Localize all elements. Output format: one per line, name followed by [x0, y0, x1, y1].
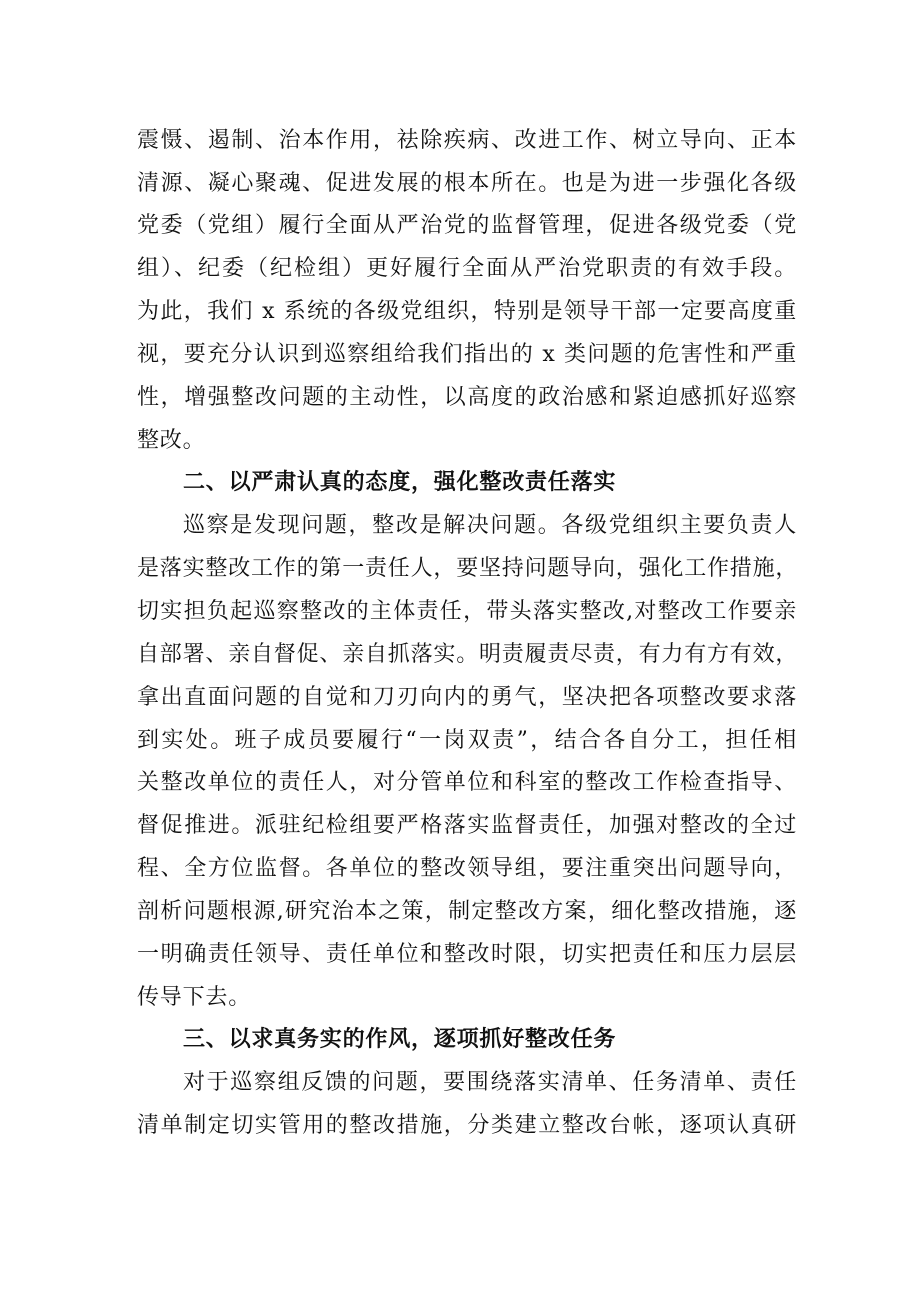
paragraph-3-line: 对于巡察组反馈的问题，要围绕落实清单、任务清单、责任 [183, 1070, 797, 1095]
paragraph-2-line: 是落实整改工作的第一责任人，要坚持问题导向，强化工作措施， [137, 556, 799, 581]
paragraph-1-line: 整改。 [137, 428, 206, 453]
paragraph-1-line: 震慑、遏制、治本作用，祛除疾病、改进工作、树立导向、正本 [137, 128, 797, 153]
paragraph-1-line: 视，要充分认识到巡察组给我们指出的 x 类问题的危害性和严重 [137, 342, 797, 367]
paragraph-2-line: 剖析问题根源,研究治本之策，制定整改方案，细化整改措施，逐 [137, 899, 797, 924]
paragraph-2-line: 一明确责任领导、责任单位和整改时限，切实把责任和压力层层 [137, 942, 797, 967]
paragraph-2-line: 巡察是发现问题，整改是解决问题。各级党组织主要负责人 [183, 513, 797, 538]
paragraph-1-line: 组）、纪委（纪检组）更好履行全面从严治党职责的有效手段。 [137, 256, 797, 281]
paragraph-3-line: 清单制定切实管用的整改措施，分类建立整改台帐，逐项认真研 [137, 1113, 797, 1138]
paragraph-2-line: 关整改单位的责任人，对分管单位和科室的整改工作检查指导、 [137, 770, 797, 795]
paragraph-1-line: 清源、凝心聚魂、促进发展的根本所在。也是为进一步强化各级 [137, 171, 797, 196]
section-heading-3: 三、以求真务实的作风，逐项抓好整改任务 [183, 1027, 617, 1052]
paragraph-1-line: 为此，我们 x 系统的各级党组织，特别是领导干部一定要高度重 [137, 299, 797, 324]
section-heading-2: 二、以严肃认真的态度，强化整改责任落实 [183, 470, 617, 495]
paragraph-2-line: 拿出直面问题的自觉和刀刃向内的勇气，坚决把各项整改要求落 [137, 685, 797, 710]
paragraph-2-line: 到实处。班子成员要履行“一岗双责”，结合各自分工，担任相 [137, 728, 797, 753]
paragraph-2-line: 督促推进。派驻纪检组要严格落实监督责任，加强对整改的全过 [137, 813, 797, 838]
paragraph-2-line: 传导下去。 [137, 985, 252, 1010]
paragraph-1-line: 性，增强整改问题的主动性，以高度的政治感和紧迫感抓好巡察 [137, 385, 797, 410]
paragraph-1-line: 党委（党组）履行全面从严治党的监督管理，促进各级党委（党 [137, 213, 797, 238]
paragraph-2-line: 程、全方位监督。各单位的整改领导组，要注重突出问题导向， [137, 856, 797, 881]
paragraph-2-line: 切实担负起巡察整改的主体责任，带头落实整改,对整改工作要亲 [137, 599, 797, 624]
paragraph-2-line: 自部署、亲自督促、亲自抓落实。明责履责尽责，有力有方有效， [137, 642, 799, 667]
